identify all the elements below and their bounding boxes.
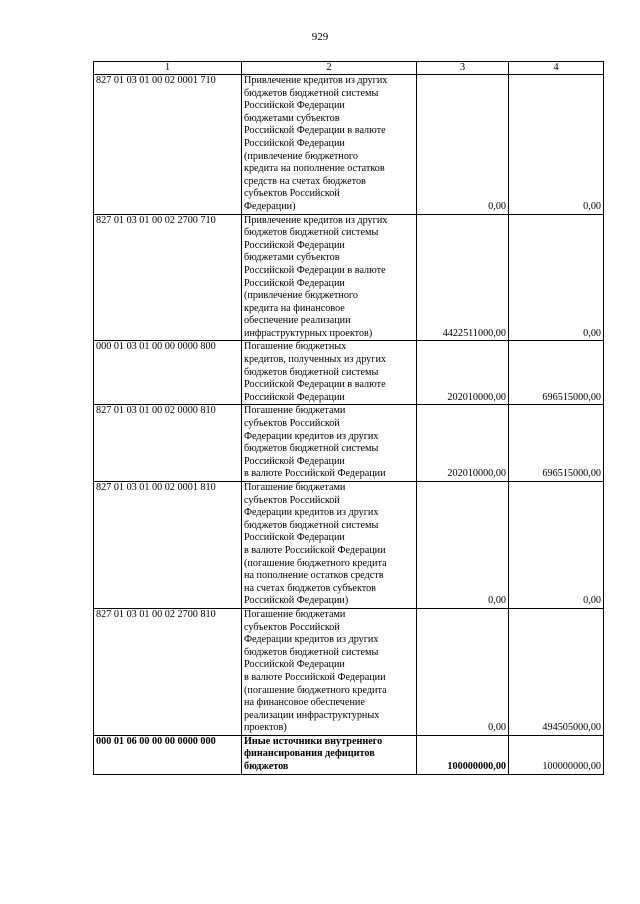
- amount-col4: 100000000,00: [509, 735, 604, 774]
- table-row: [94, 482, 604, 609]
- source-name: Иные источники внутреннего финансирования дефицитов бюджетов: [242, 735, 417, 774]
- source-name: Привлечение кредитов из других бюджетов бюджетной системы Российской Федерации бюджетами субъектов Российской Федерации в валюте Российской Федерации (привлечение бюджетного кредита на пополнение остатков средств на счетах бюджетов субъектов Российской Федерации): [242, 75, 417, 215]
- budget-sources-table: [93, 61, 604, 775]
- amount-col3: 0,00: [417, 482, 509, 609]
- source-name: Погашение бюджетами субъектов Российской Федерации кредитов из других бюджетов бюджетной системы Российской Федерации в валюте Российской Федерации (погашение бюджетного кредита на финансовое обеспечение реализации инфраструктурных проектов): [242, 608, 417, 735]
- classification-code: 827 01 03 01 00 02 2700 810: [94, 608, 242, 735]
- amount-col3: 4422511000,00: [417, 214, 509, 341]
- amount-col4: 0,00: [509, 214, 604, 341]
- table-row: [94, 608, 604, 735]
- amount-col3: 0,00: [417, 75, 509, 215]
- classification-code: 000 01 03 01 00 00 0000 800: [94, 341, 242, 405]
- page-number: 929: [311, 31, 329, 43]
- amount-col4: 0,00: [509, 482, 604, 609]
- source-name: Погашение бюджетами субъектов Российской Федерации кредитов из других бюджетов бюджетной системы Российской Федерации в валюте Российской Федерации (погашение бюджетного кредита на пополнение остатков средств на счетах бюджетов субъектов Российской Федерации): [242, 482, 417, 609]
- classification-code: 827 01 03 01 00 02 2700 710: [94, 214, 242, 341]
- table-row: [94, 214, 604, 341]
- table-row: [94, 75, 604, 215]
- source-name: Привлечение кредитов из других бюджетов бюджетной системы Российской Федерации бюджетами субъектов Российской Федерации в валюте Российской Федерации (привлечение бюджетного кредита на финансовое обеспечение реализации инфраструктурных проектов): [242, 214, 417, 341]
- column-header-4: 4: [509, 62, 604, 75]
- column-header-1: 1: [94, 62, 242, 75]
- amount-col4: 696515000,00: [509, 341, 604, 405]
- column-header-2: 2: [242, 62, 417, 75]
- amount-col4: 0,00: [509, 75, 604, 215]
- classification-code: 827 01 03 01 00 02 0000 810: [94, 405, 242, 482]
- table-header-row: [94, 62, 604, 75]
- classification-code: 000 01 06 00 00 00 0000 000: [94, 735, 242, 774]
- amount-col3: 202010000,00: [417, 405, 509, 482]
- classification-code: 827 01 03 01 00 02 0001 810: [94, 482, 242, 609]
- amount-col4: 696515000,00: [509, 405, 604, 482]
- table-row: [94, 341, 604, 405]
- column-header-3: 3: [417, 62, 509, 75]
- table-row: [94, 405, 604, 482]
- amount-col3: 0,00: [417, 608, 509, 735]
- amount-col3: 100000000,00: [417, 735, 509, 774]
- classification-code: 827 01 03 01 00 02 0001 710: [94, 75, 242, 215]
- amount-col3: 202010000,00: [417, 341, 509, 405]
- amount-col4: 494505000,00: [509, 608, 604, 735]
- source-name: Погашение бюджетами субъектов Российской Федерации кредитов из других бюджетов бюджетной системы Российской Федерации в валюте Российской Федерации: [242, 405, 417, 482]
- source-name: Погашение бюджетных кредитов, полученных из других бюджетов бюджетной системы Российской Федерации в валюте Российской Федерации: [242, 341, 417, 405]
- table-row-total: [94, 735, 604, 774]
